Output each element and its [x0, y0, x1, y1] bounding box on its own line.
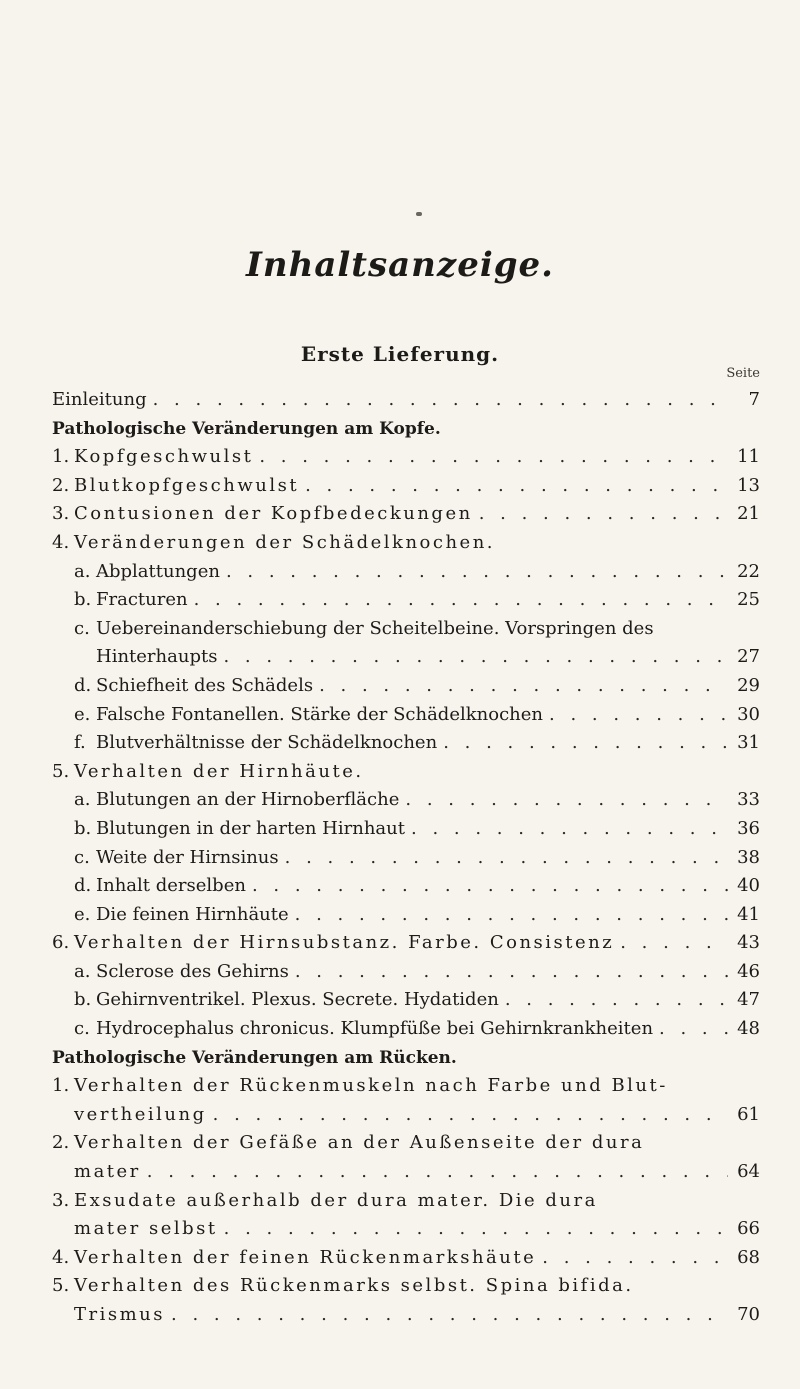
- page-subtitle: Erste Lieferung.: [300, 342, 500, 366]
- toc-page-number: 43: [737, 932, 760, 954]
- toc-entry-label: Abplattungen: [96, 560, 220, 582]
- toc-entry: [52, 758, 760, 787]
- toc-page-number: 30: [737, 703, 760, 725]
- dot-leader: [224, 1215, 728, 1244]
- toc-entry-label: Hinterhaupts: [96, 646, 218, 668]
- toc-entry-number: 4.: [52, 531, 70, 553]
- toc-entry-label: mater selbst: [74, 1218, 218, 1240]
- toc-page-number: 61: [737, 1103, 760, 1125]
- toc-entry-label: Einleitung: [52, 389, 147, 410]
- toc-entry-label: Blutkopfgeschwulst: [74, 474, 300, 496]
- toc-entry-number: c.: [74, 617, 90, 639]
- ink-mark: [416, 212, 422, 216]
- toc-entry-number: a.: [74, 560, 91, 582]
- toc-entry-number: 2.: [52, 1132, 70, 1154]
- toc-entry: [52, 500, 760, 529]
- toc-entry: [52, 472, 760, 501]
- toc-page-number: 27: [737, 646, 760, 668]
- toc-page-number: 7: [748, 389, 760, 410]
- toc-entry-number: d.: [74, 875, 92, 897]
- page-column-label: Seite: [726, 366, 760, 381]
- dot-leader: [295, 958, 728, 987]
- toc-page-number: 11: [737, 446, 760, 468]
- toc-section-heading: [52, 415, 760, 444]
- toc-entry-label: Veränderungen der Schädelknochen.: [74, 531, 496, 553]
- toc-page-number: 40: [737, 875, 760, 897]
- toc-entry: [52, 672, 760, 701]
- dot-leader: [405, 786, 728, 815]
- toc-entry: [52, 815, 760, 844]
- toc-entry-number: a.: [74, 789, 91, 811]
- toc-entry-label: Blutverhältnisse der Schädelknochen: [96, 732, 438, 754]
- toc-entry-number: c.: [74, 846, 90, 868]
- toc-entry-number: 6.: [52, 932, 70, 954]
- toc-page-number: 22: [737, 560, 760, 582]
- toc-entry-label: Pathologische Veränderungen am Rücken.: [52, 1047, 457, 1068]
- toc-entry-number: b.: [74, 817, 92, 839]
- toc-entry-label: Weite der Hirnsinus: [96, 846, 279, 868]
- toc-entry: [52, 615, 760, 644]
- toc-entry-label: Blutungen an der Hirnoberfläche: [96, 789, 400, 811]
- toc-entry: [52, 1129, 760, 1158]
- dot-leader: [226, 558, 728, 587]
- toc-page-number: 47: [737, 989, 760, 1011]
- toc-page-number: 13: [737, 474, 760, 496]
- toc-entry-label: Inhalt derselben: [96, 875, 246, 897]
- table-of-contents: [52, 386, 760, 1330]
- toc-entry-label: Gehirnventrikel. Plexus. Secrete. Hydatiden: [96, 989, 499, 1011]
- toc-entry-number: 5.: [52, 1275, 70, 1297]
- toc-entry: [52, 872, 760, 901]
- toc-entry-label: Verhalten der Hirnsubstanz. Farbe. Consistenz: [74, 932, 615, 954]
- toc-entry: [52, 1101, 760, 1130]
- toc-page-number: 64: [737, 1161, 760, 1183]
- toc-entry-label: Verhalten der feinen Rückenmarkshäute: [74, 1246, 537, 1268]
- toc-entry: [52, 1187, 760, 1216]
- toc-entry: [52, 729, 760, 758]
- toc-entry: [52, 1215, 760, 1244]
- dot-leader: [194, 586, 728, 615]
- toc-entry: [52, 701, 760, 730]
- toc-entry: [52, 844, 760, 873]
- dot-leader: [223, 643, 728, 672]
- toc-entry: [52, 643, 760, 672]
- toc-entry-label: Kopfgeschwulst: [74, 446, 254, 468]
- toc-entry-label: Trismus: [74, 1304, 166, 1325]
- toc-page-number: 70: [737, 1304, 760, 1325]
- dot-leader: [542, 1244, 728, 1273]
- dot-leader: [147, 1158, 728, 1187]
- toc-entry-label: Falsche Fontanellen. Stärke der Schädelknochen: [96, 703, 543, 725]
- toc-entry-number: 5.: [52, 760, 70, 782]
- toc-entry-number: f.: [74, 732, 86, 754]
- dot-leader: [295, 901, 728, 930]
- toc-page-number: 41: [737, 903, 760, 925]
- toc-entry-label: vertheilung: [74, 1103, 207, 1125]
- dot-leader: [443, 729, 728, 758]
- toc-entry-label: Sclerose des Gehirns: [96, 960, 289, 982]
- toc-entry-label: Contusionen der Kopfbedeckungen: [74, 503, 473, 525]
- toc-entry-label: Blutungen in der harten Hirnhaut: [96, 817, 405, 839]
- page-title: Inhaltsanzeige.: [246, 245, 554, 285]
- toc-entry-label: Uebereinanderschiebung der Scheitelbeine. Vorspringen des: [96, 617, 654, 639]
- toc-entry: [52, 586, 760, 615]
- toc-page-number: 31: [737, 732, 760, 754]
- toc-entry-number: 2.: [52, 474, 70, 496]
- toc-entry-label: Fracturen: [96, 589, 188, 611]
- toc-entry: [52, 786, 760, 815]
- toc-entry-number: e.: [74, 703, 91, 725]
- toc-entry-number: 3.: [52, 503, 70, 525]
- toc-page-number: 21: [737, 503, 760, 525]
- toc-page-number: 46: [737, 960, 760, 982]
- toc-entry: [52, 1272, 760, 1301]
- toc-entry-number: 3.: [52, 1189, 70, 1211]
- toc-entry: [52, 529, 760, 558]
- toc-entry: [52, 986, 760, 1015]
- dot-leader: [252, 872, 728, 901]
- toc-entry: [52, 929, 760, 958]
- toc-page-number: 66: [737, 1218, 760, 1240]
- toc-entry: [52, 958, 760, 987]
- dot-leader: [620, 929, 728, 958]
- dot-leader: [153, 386, 728, 415]
- dot-leader: [305, 472, 728, 501]
- toc-page-number: 29: [737, 674, 760, 696]
- toc-entry-label: mater: [74, 1161, 141, 1183]
- toc-entry: [52, 1015, 760, 1044]
- dot-leader: [479, 500, 728, 529]
- dot-leader: [213, 1101, 728, 1130]
- toc-entry-label: Hydrocephalus chronicus. Klumpfüße bei Gehirnkrankheiten: [96, 1018, 654, 1040]
- toc-entry-number: a.: [74, 960, 91, 982]
- dot-leader: [411, 815, 728, 844]
- toc-section-heading: [52, 1044, 760, 1073]
- toc-entry-label: Verhalten der Hirnhäute.: [74, 760, 364, 782]
- toc-page-number: 36: [737, 817, 760, 839]
- toc-entry-number: b.: [74, 989, 92, 1011]
- toc-entry-number: e.: [74, 903, 91, 925]
- toc-entry-number: b.: [74, 589, 92, 611]
- toc-page-number: 48: [737, 1018, 760, 1040]
- toc-entry-label: Pathologische Veränderungen am Kopfe.: [52, 418, 441, 439]
- toc-entry-label: Verhalten des Rückenmarks selbst. Spina bifida.: [74, 1275, 634, 1297]
- dot-leader: [259, 443, 728, 472]
- dot-leader: [285, 844, 728, 873]
- toc-entry: [52, 1244, 760, 1273]
- toc-entry-label: Exsudate außerhalb der dura mater. Die dura: [74, 1189, 598, 1211]
- toc-entry: [52, 1158, 760, 1187]
- toc-page-number: 68: [737, 1246, 760, 1268]
- toc-page-number: 38: [737, 846, 760, 868]
- toc-page-number: 33: [737, 789, 760, 811]
- toc-page-number: 25: [737, 589, 760, 611]
- toc-entry: [52, 558, 760, 587]
- toc-entry-label: Verhalten der Gefäße an der Außenseite der dura: [74, 1132, 645, 1154]
- toc-entry-number: 1.: [52, 446, 70, 468]
- toc-entry-number: 4.: [52, 1246, 70, 1268]
- toc-entry-number: 1.: [52, 1075, 70, 1097]
- dot-leader: [505, 986, 728, 1015]
- toc-entry: [52, 443, 760, 472]
- toc-entry: [52, 386, 760, 415]
- toc-entry-number: d.: [74, 674, 92, 696]
- dot-leader: [319, 672, 728, 701]
- toc-entry: [52, 1301, 760, 1330]
- toc-entry-label: Schiefheit des Schädels: [96, 674, 314, 696]
- toc-entry: [52, 901, 760, 930]
- dot-leader: [659, 1015, 728, 1044]
- toc-entry-label: Verhalten der Rückenmuskeln nach Farbe und Blut-: [74, 1075, 668, 1097]
- dot-leader: [171, 1301, 728, 1330]
- toc-entry: [52, 1072, 760, 1101]
- toc-entry-label: Die feinen Hirnhäute: [96, 903, 289, 925]
- toc-entry-number: c.: [74, 1018, 90, 1040]
- dot-leader: [549, 701, 728, 730]
